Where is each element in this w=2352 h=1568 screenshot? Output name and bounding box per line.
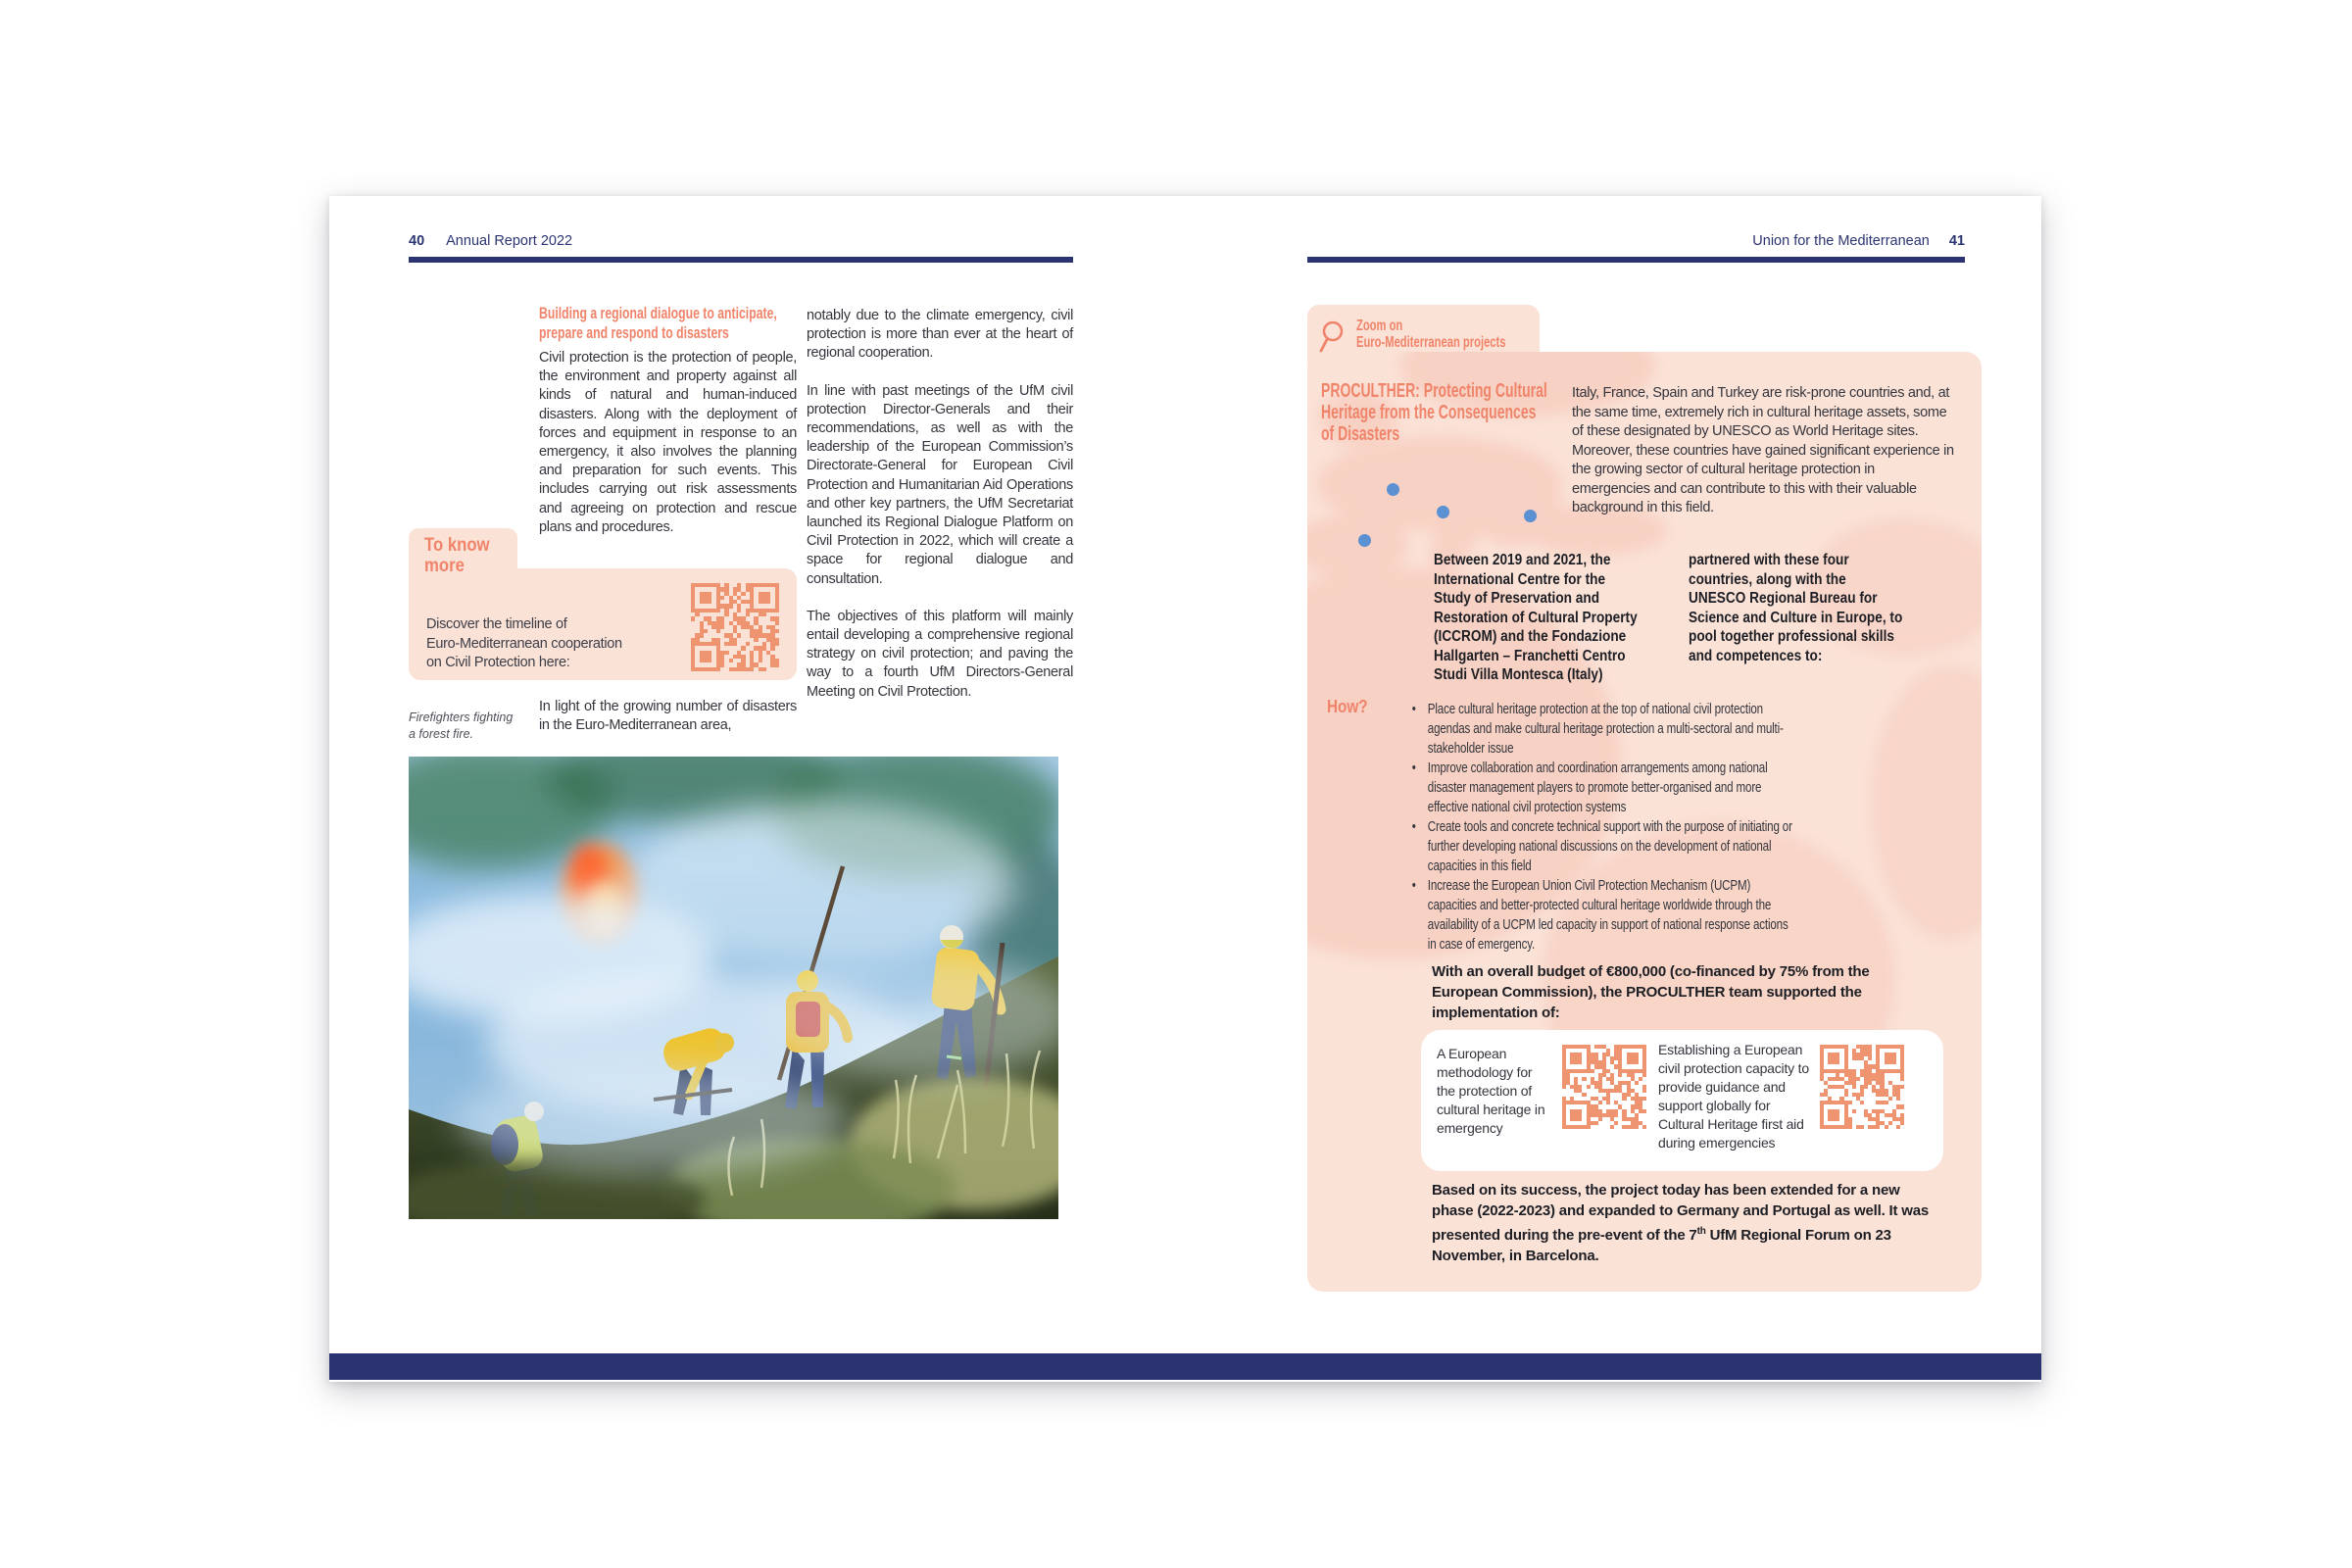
right-header-title: Union for the Mediterranean: [1752, 233, 1930, 249]
section-heading: Building a regional dialogue to anticipate, prepare and respond to disasters: [539, 304, 777, 342]
left-running-header: [409, 233, 572, 249]
right-page-number: 41: [1948, 233, 1965, 249]
project-intro: Italy, France, Spain and Turkey are risk-prone countries and, at the same time, extremely rich in cultural heritage assets, some of these designated by UNESCO as World Heritage sites. Moreover, these countries have gained significant experience in the growing sector of cultural heritage protection in emergencies and can contribute to this with their valuable background in this field.: [1572, 385, 1954, 515]
partner-paragraph-right: partnered with these four countries, along with the UNESCO Regional Bureau for Science and Culture in Europe, to pool together professional skills and competences to:: [1689, 552, 1903, 664]
how-label: How?: [1327, 697, 1368, 716]
map-dot-italy: [1437, 506, 1449, 518]
photo-caption: Firefighters fighting a forest fire.: [409, 710, 514, 741]
list-item: • Create tools and concrete technical support with the purpose of initiating or further developing national discussions on the development of national capacities in this field: [1407, 817, 1799, 876]
right-running-header: [1307, 233, 1965, 249]
list-item: • Increase the European Union Civil Protection Mechanism (UCPM) capacities and better-protected cultural heritage worldwide through the availability of a UCPM led capacity in support of national response actions in case of emergency.: [1407, 876, 1799, 955]
firefighters-photo: [409, 757, 1058, 1219]
qr-code-civil-protection-capacity: [1820, 1045, 1904, 1129]
zoom-on-label: Zoom on Euro-Mediterranean projects: [1356, 318, 1506, 351]
qr-card-item-1: A European methodology for the protection of cultural heritage in emergency: [1437, 1046, 1545, 1136]
left-page-number: 40: [409, 233, 425, 249]
left-column1-paragraph: Civil protection is the protection of people, the environment and property against all kinds of natural and human-induced disasters. Along with the deployment of forces and equipment in response to an emergency, it also involves the planning and preparation for such events. This includes carrying out risk assessments and agreeing on protection and rescue plans and procedures.: [539, 350, 797, 535]
footer-bar: [329, 1353, 2041, 1380]
map-dot-france: [1387, 483, 1399, 496]
map-dot-spain: [1358, 534, 1371, 547]
qr-code-civil-protection-timeline: [691, 583, 779, 671]
left-column2-paragraph-3: The objectives of this platform will mainly entail developing a comprehensive regional strategy on civil protection; and paving the way to a fourth UfM Directors-General Meeting on Civil Protection.: [807, 608, 1073, 700]
left-column2-paragraph-1: notably due to the climate emergency, civil protection is more than ever at the heart of regional cooperation.: [807, 308, 1073, 362]
to-know-more-title: To know more: [424, 535, 490, 576]
left-column2: [807, 307, 1073, 720]
list-item: • Improve collaboration and coordination arrangements among national disaster management players to promote better-organised and more effective national civil protection systems: [1407, 759, 1799, 817]
left-header-rule: [409, 257, 1073, 263]
closing-paragraph: Based on its success, the project today has been extended for a new phase (2022-2023) and expanded to Germany and Portugal as well. It was presented during the pre-event of the 7th UfM Regional Forum on 23 November, in Barcelona.: [1432, 1182, 1930, 1264]
map-dot-turkey: [1524, 510, 1537, 522]
to-know-more-text: Discover the timeline of Euro-Mediterranean cooperation on Civil Protection here:: [426, 616, 622, 670]
magnifier-icon: [1319, 320, 1348, 354]
left-column2-paragraph-2: In line with past meetings of the UfM civil protection Director-Generals and their recommendations, as well as with the leadership of the European Commission’s Directorate-General for European Civil Protection and Humanitarian Aid Operations and other key partners, the UfM Secretariat launched its Regional Dialogue Platform on Civil Protection in 2022, which will create a space for regional dialogue and consultation.: [807, 382, 1073, 587]
qr-card-item-2: Establishing a European civil protection capacity to provide guidance and support globally for Cultural Heritage first aid during emergencies: [1658, 1042, 1809, 1151]
left-column1-paragraph-2: In light of the growing number of disasters in the Euro-Mediterranean area,: [539, 699, 797, 734]
list-item: • Place cultural heritage protection at the top of national civil protection agendas and make cultural heritage protection a multi-sectoral and multi-stakeholder issue: [1407, 700, 1799, 759]
right-header-rule: [1307, 257, 1965, 263]
partner-paragraph-left: Between 2019 and 2021, the International Centre for the Study of Preservation and Restoration of Cultural Property (ICCROM) and the Fondazione Hallgarten – Franchetti Centro Studi Villa Montesca (Italy): [1434, 552, 1638, 683]
budget-paragraph: With an overall budget of €800,000 (co-financed by 75% from the European Commission), the PROCULTHER team supported the implementation of:: [1432, 963, 1870, 1021]
objectives-list: [1407, 700, 1799, 955]
qr-code-european-methodology: [1562, 1045, 1646, 1129]
firefighters-photo-illustration: [409, 757, 1058, 1219]
report-spread: [329, 196, 2041, 1382]
left-header-title: Annual Report 2022: [446, 233, 573, 249]
project-heading: PROCULTHER: Protecting Cultural Heritage from the Consequences of Disasters: [1321, 380, 1547, 445]
